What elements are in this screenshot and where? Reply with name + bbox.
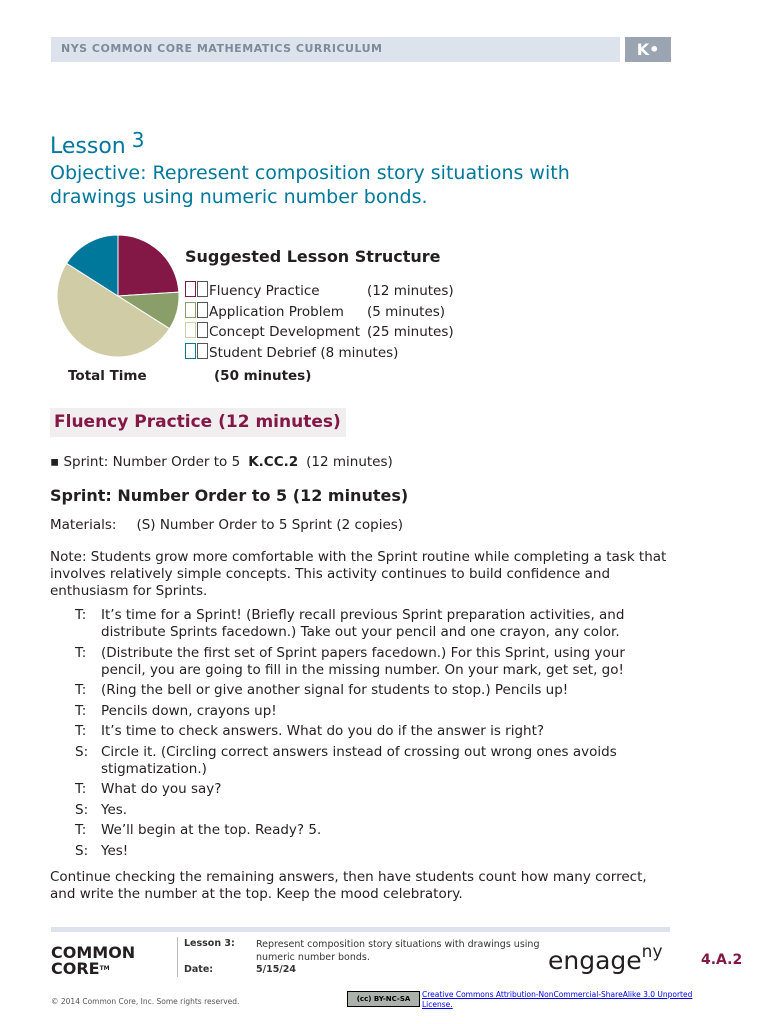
- speaker: T:: [75, 644, 87, 661]
- square-icon: [185, 322, 196, 338]
- cc-license-badge: (cc) BY-NC-SA: [347, 991, 420, 1007]
- speaker: T:: [75, 723, 87, 739]
- dialogue-text: Pencils down, crayons up!: [101, 702, 277, 719]
- speaker: T:: [75, 822, 87, 838]
- bullet-minutes: (12 minutes): [306, 454, 393, 470]
- square-icon: [197, 281, 208, 297]
- lesson-number: 3: [131, 128, 145, 152]
- dialogue-line: [75, 744, 665, 778]
- dialogue-line: [75, 781, 665, 798]
- speaker: T:: [75, 781, 87, 797]
- dialogue-line: [75, 822, 665, 839]
- structure-item-name: Concept Development: [209, 324, 361, 340]
- logo-trademark: TM: [99, 965, 110, 972]
- dialogue-text: It’s time to check answers. What do you do if the answer is right?: [101, 723, 545, 739]
- dialogue-text: (Ring the bell or give another signal for students to stop.) Pencils up!: [101, 682, 569, 698]
- closing-paragraph: Continue checking the remaining answers, then have students count how many correct, and write the number at the top. Keep the mood celebratory.: [50, 869, 647, 902]
- footer-rule: [51, 927, 670, 932]
- dialogue-text: We’ll begin at the top. Ready? 5.: [101, 822, 322, 838]
- materials-label: Materials:: [50, 517, 117, 533]
- structure-item-minutes: (12 minutes): [367, 283, 454, 299]
- logo-line-1: COMMON: [51, 943, 136, 962]
- square-icon: [185, 281, 196, 297]
- grade-badge: K•: [625, 37, 671, 62]
- dialogue-line: [75, 703, 665, 720]
- bullet-text: Sprint: Number Order to 5: [63, 454, 241, 470]
- dialogue: [75, 607, 665, 863]
- structure-list: [185, 281, 454, 363]
- dialogue-text: (Distribute the first set of Sprint papers facedown.) For this Sprint, using your pencil, you are going to fill in the missing number. On your mark, get set, go!: [101, 644, 625, 678]
- logo-line-2: CORE: [51, 959, 100, 978]
- materials-value: (S) Number Order to 5 Sprint (2 copies): [136, 517, 404, 533]
- footer-lesson-description: Represent composition story situations with drawings using numeric number bonds.: [256, 939, 540, 963]
- speaker: S:: [75, 801, 89, 818]
- engageny-logo: [548, 942, 663, 975]
- total-time-value: (50 minutes): [214, 368, 312, 384]
- structure-item-application: [185, 302, 446, 323]
- structure-item-name: Application Problem: [209, 303, 344, 320]
- square-icon: [197, 343, 208, 359]
- dialogue-line: [75, 843, 665, 860]
- dialogue-text: What do you say?: [101, 781, 222, 797]
- dialogue-text: It’s time for a Sprint! (Briefly recall previous Sprint preparation activities, and distribute Sprints facedown.) Take out your pencil and one crayon, any color.: [101, 607, 625, 640]
- dialogue-text: Yes.: [101, 801, 128, 818]
- lesson-objective: Objective: Represent composition story situations with drawings using numeric number bonds.: [50, 162, 570, 208]
- lesson-label: Lesson: [50, 134, 126, 159]
- standard-code: K.CC.2: [248, 454, 299, 470]
- dialogue-line: [75, 723, 665, 740]
- bullet-icon: ▪: [50, 454, 60, 470]
- dialogue-line: [75, 607, 665, 641]
- structure-item-minutes: (5 minutes): [367, 303, 446, 320]
- copyright: © 2014 Common Core, Inc. Some rights reserved.: [51, 997, 240, 1006]
- curriculum-title: NYS COMMON CORE MATHEMATICS CURRICULUM: [61, 42, 383, 55]
- fluency-bullet: [50, 454, 393, 470]
- structure-item-concept: [185, 322, 454, 343]
- speaker: S:: [75, 842, 89, 859]
- lesson-structure-pie-chart: [56, 232, 180, 360]
- square-icon: [197, 302, 208, 318]
- footer-date-label: Date:: [184, 964, 214, 975]
- common-core-logo: [51, 945, 135, 977]
- materials-line: [50, 517, 403, 533]
- sprint-title: Sprint: Number Order to 5 (12 minutes): [50, 486, 409, 505]
- speaker: T:: [75, 607, 87, 623]
- footer-date-value: 5/15/24: [256, 964, 296, 975]
- speaker: S:: [75, 743, 89, 760]
- footer-divider: [177, 937, 178, 977]
- dialogue-text: Circle it. (Circling correct answers instead of crossing out wrong ones avoids stigmatization.): [101, 743, 617, 777]
- dialogue-line: [75, 802, 665, 819]
- structure-item-minutes: (25 minutes): [367, 324, 454, 340]
- dialogue-line: [75, 645, 665, 679]
- brand-sup: ny: [641, 942, 663, 962]
- square-icon: [197, 322, 208, 338]
- pie-slice-fluency-practice: [118, 235, 179, 296]
- speaker: T:: [75, 702, 87, 719]
- structure-item-name: Student Debrief: [209, 344, 317, 361]
- sprint-note: Note: Students grow more comfortable with the Sprint routine while completing a task that involves relatively simple concepts. This activity continues to build confidence and enthusiasm for Sprints.: [50, 549, 667, 599]
- structure-item-fluency: [185, 281, 454, 302]
- dialogue-line: [75, 682, 665, 699]
- footer-lesson-label: Lesson 3:: [184, 938, 235, 949]
- structure-title: Suggested Lesson Structure: [185, 247, 441, 266]
- total-time-label: Total Time: [68, 368, 147, 384]
- square-icon: [185, 343, 196, 359]
- structure-item-debrief: [185, 343, 398, 364]
- license-link[interactable]: Creative Commons Attribution-NonCommercial-ShareAlike 3.0 Unported License.: [422, 990, 693, 1009]
- structure-item-name: Fluency Practice: [209, 283, 320, 299]
- fluency-heading: Fluency Practice (12 minutes): [50, 408, 346, 437]
- square-icon: [185, 302, 196, 318]
- speaker: T:: [75, 682, 87, 698]
- lesson-title: [50, 128, 144, 159]
- dialogue-text: Yes!: [101, 842, 129, 859]
- page-number: 4.A.2: [701, 952, 743, 968]
- structure-item-minutes: (8 minutes): [320, 344, 399, 361]
- brand-text: engage: [548, 946, 642, 975]
